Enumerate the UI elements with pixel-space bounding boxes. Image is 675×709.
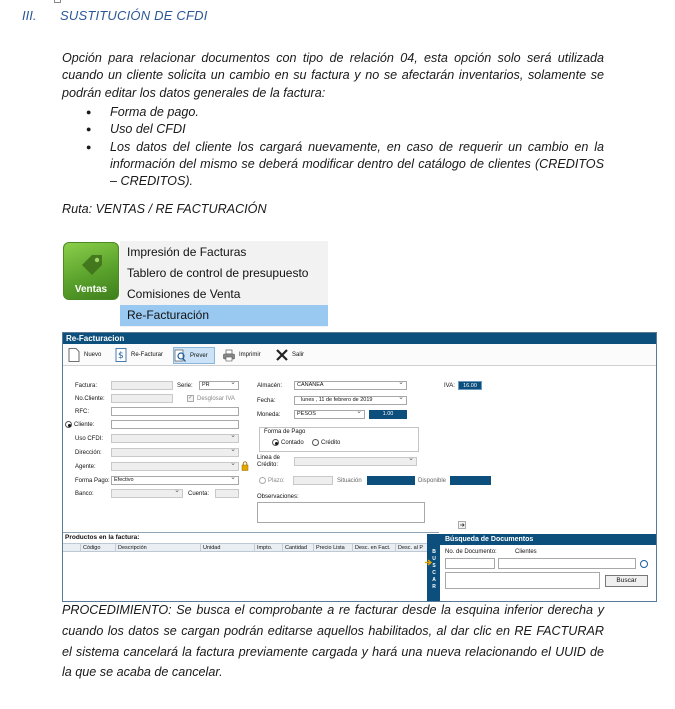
col-descripcion: Descripción	[118, 545, 147, 551]
tiny-checkbox	[54, 0, 61, 3]
forma-de-pago-group-label: Forma de Pago	[264, 429, 306, 435]
contado-radio[interactable]	[272, 439, 279, 446]
ventas-menu	[120, 241, 328, 327]
desglosar-iva-checkbox[interactable]: ✓	[188, 395, 194, 401]
lock-icon	[241, 461, 249, 471]
factura-label: Factura:	[75, 383, 98, 389]
col-codigo: Código	[83, 545, 101, 551]
bullet-item: ● Los datos del cliente los cargará nuevamente, en caso de requerir un cambio en la información del mismo se deberá modificar dentro del catálogo de clientes (CREDITOS – CREDITOS).	[82, 139, 604, 191]
buscar-button[interactable]: Buscar	[605, 575, 648, 587]
clientes-label: Clientes	[515, 549, 537, 555]
no-documento-label: No. de Documento:	[445, 549, 497, 555]
contado-label: Contado	[281, 440, 304, 446]
tag-icon	[78, 251, 106, 279]
uso-cfdi-label: Uso CFDI:	[75, 436, 104, 442]
products-header	[63, 543, 439, 552]
no-cliente-input[interactable]	[111, 394, 173, 403]
fecha-rest: , 11 de febrero de 2019	[315, 397, 373, 403]
cuenta-input[interactable]	[215, 489, 239, 498]
busqueda-documentos-panel	[427, 534, 657, 602]
factura-input[interactable]	[111, 381, 173, 390]
moneda-select[interactable]: PESOS ⌄	[294, 410, 365, 419]
menu-item-re-facturacion[interactable]: Re-Facturación	[120, 305, 328, 326]
search-results-box[interactable]	[445, 572, 600, 589]
plazo-input[interactable]	[293, 476, 333, 485]
buscar-side-tab[interactable]: B U S C A R	[428, 535, 440, 602]
fecha-day: lunes	[301, 397, 315, 403]
col-desc-fact: Desc. en Fact.	[355, 545, 391, 551]
fecha-picker[interactable]	[294, 396, 407, 405]
agente-select[interactable]	[111, 462, 239, 471]
money-document-icon	[115, 348, 127, 362]
banco-select[interactable]	[111, 489, 183, 498]
cliente-radio[interactable]	[65, 421, 72, 428]
forma-pago-label: Forma Pago:	[75, 478, 110, 484]
prever-button[interactable]: Prever	[173, 347, 215, 364]
bullet-list	[82, 104, 604, 190]
col-precio-lista: Precio Lista	[316, 545, 345, 551]
new-document-icon	[68, 348, 80, 362]
linea-credito-select[interactable]	[294, 457, 417, 466]
serie-label: Serie:	[177, 383, 193, 389]
menu-item-comisiones-venta[interactable]: Comisiones de Venta	[127, 287, 241, 301]
salir-button[interactable]: Salir	[276, 347, 308, 364]
col-unidad: Unidad	[203, 545, 221, 551]
bullet-item: ● Uso del CFDI	[82, 121, 604, 138]
tipo-cambio-value: 1.00	[369, 410, 407, 419]
col-cantidad: Cantidad	[285, 545, 308, 551]
nuevo-button[interactable]: Nuevo	[68, 347, 108, 364]
credito-label: Crédito	[321, 440, 341, 446]
imprimir-button[interactable]: Imprimir	[223, 347, 268, 364]
linea-credito-label-1: Linea de	[257, 455, 281, 461]
agente-label: Agente:	[75, 464, 96, 470]
col-desc-p: Desc. al P	[398, 545, 424, 551]
no-documento-input[interactable]	[445, 558, 495, 569]
ventas-tile-label: Ventas	[74, 284, 108, 295]
plazo-label: Plazo:	[268, 478, 285, 484]
moneda-label: Moneda:	[257, 412, 281, 418]
no-cliente-label: No.Cliente:	[75, 396, 105, 402]
credito-radio[interactable]	[312, 439, 319, 446]
situacion-value	[367, 476, 415, 485]
plazo-row	[257, 473, 492, 489]
close-icon	[276, 348, 288, 362]
printer-icon	[223, 348, 235, 362]
search-radio-icon[interactable]	[640, 560, 648, 568]
section-title: SUSTITUCIÓN DE CFDI	[60, 8, 208, 23]
re-facturacion-window	[62, 332, 657, 602]
toolbar	[63, 344, 656, 366]
desglosar-iva-label: Desglosar IVA	[197, 396, 235, 402]
linea-credito-label-2: Crédito:	[257, 462, 279, 468]
observaciones-label: Observaciones:	[257, 494, 299, 500]
arrow-right-icon	[425, 559, 433, 566]
fecha-label: Fecha:	[257, 398, 276, 404]
banco-label: Banco:	[75, 491, 94, 497]
svg-text:$: $	[118, 351, 124, 361]
observaciones-textarea[interactable]	[257, 502, 425, 523]
disponible-value	[450, 476, 491, 485]
forma-pago-select[interactable]: Efectivo ⌄	[111, 476, 239, 485]
forma-de-pago-group	[259, 427, 419, 452]
section-number: III.	[22, 8, 37, 23]
intro-paragraph: Opción para relacionar documentos con tipo de relación 04, esta opción solo será utilizada cuando un cliente solicita un cambio en su factura y no se afectarán inventarios, solamente se podrán editar los datos generales de la factura:	[62, 51, 604, 100]
arrow-right-icon[interactable]	[458, 521, 466, 529]
products-title: Productos en la factura:	[65, 534, 140, 541]
menu-item-tablero-presupuesto[interactable]: Tablero de control de presupuesto	[127, 266, 309, 280]
iva-label: IVA:	[444, 383, 455, 389]
disponible-label: Disponible	[418, 478, 447, 484]
ventas-tile[interactable]	[63, 242, 119, 300]
situacion-label: Situación	[337, 478, 362, 484]
iva-value: 16.00	[458, 381, 482, 390]
plazo-radio[interactable]	[259, 477, 266, 484]
menu-item-impresion-facturas[interactable]: Impresión de Facturas	[127, 245, 247, 259]
almacen-select[interactable]: CANANEA ⌄	[294, 381, 407, 390]
almacen-label: Almacén:	[257, 383, 283, 389]
route-text: Ruta: VENTAS / RE FACTURACIÓN	[62, 202, 267, 216]
direccion-select[interactable]	[111, 448, 239, 457]
rfc-label: RFC:	[75, 409, 89, 415]
rfc-input[interactable]	[111, 407, 239, 416]
uso-cfdi-select[interactable]	[111, 434, 239, 443]
busqueda-title: Búsqueda de Documentos	[440, 535, 657, 545]
col-impto: Impto.	[257, 545, 273, 551]
cliente-label: Cliente:	[74, 422, 95, 428]
serie-select[interactable]: PR ⌄	[199, 381, 239, 390]
cuenta-label: Cuenta:	[188, 491, 210, 497]
products-panel	[63, 532, 439, 602]
window-title: Re-Facturacion	[63, 333, 656, 344]
bullet-item: ● Forma de pago.	[82, 104, 604, 121]
direccion-label: Dirección:	[75, 450, 102, 456]
cliente-input[interactable]	[111, 420, 239, 429]
clientes-input[interactable]	[498, 558, 636, 569]
re-facturar-button[interactable]: $ Re-Facturar	[115, 347, 170, 364]
procedimiento-paragraph: PROCEDIMIENTO: Se busca el comprobante a re facturar desde la esquina inferior derecha y cuando los datos se cargan podrán editarse aquellos habilitados, al dar clic en RE FACTURAR el sistema cancelará la factura previamente cargada y hará una nueva relacionando el UUID de la que se acaba de cancelar.	[62, 603, 604, 680]
preview-icon	[174, 349, 186, 363]
